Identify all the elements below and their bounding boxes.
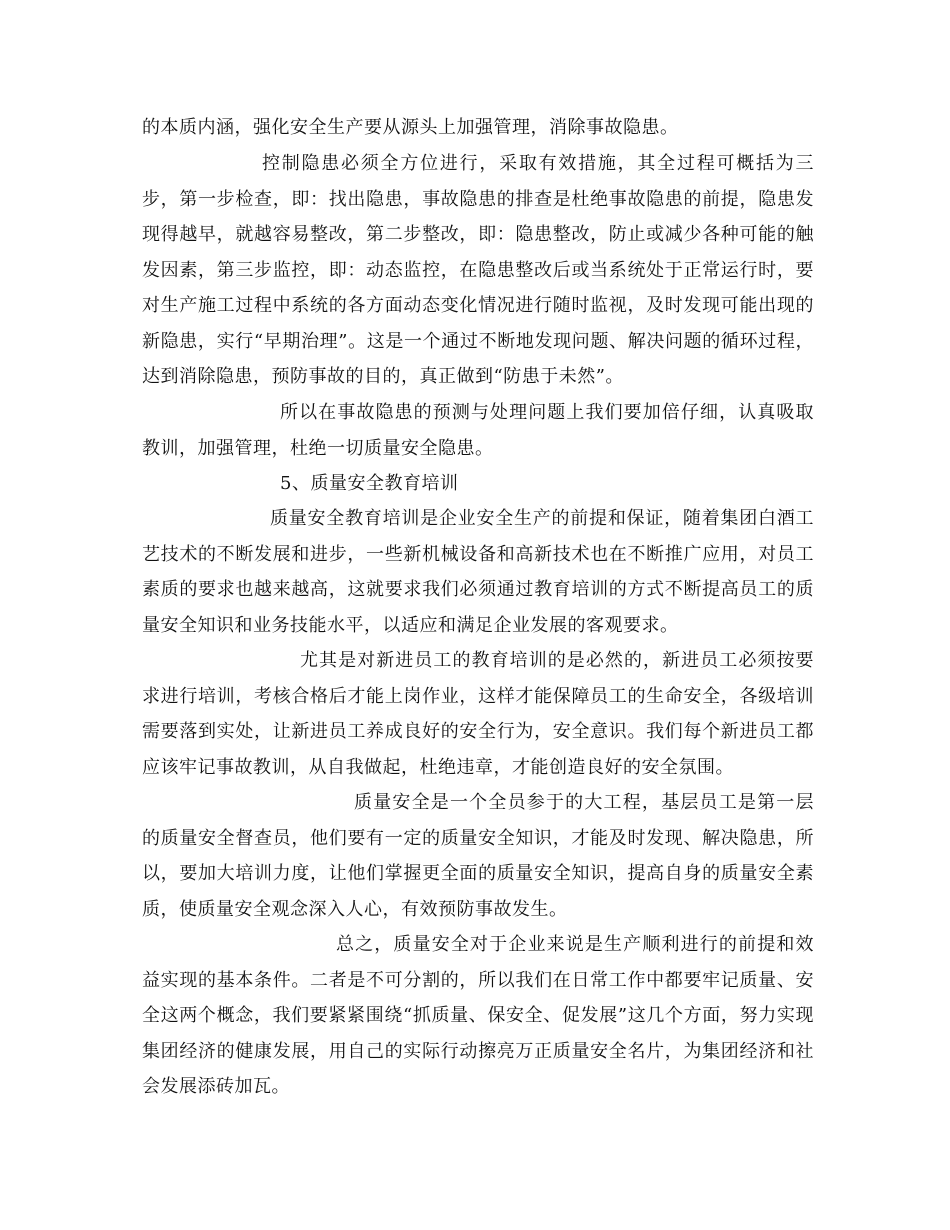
paragraph-hazard-control: 控制隐患必须全方位进行，采取有效措施，其全过程可概括为三步，第一步检查，即：找出隐患，事故隐患的排查是杜绝事故隐患的前提，隐患发现得越早，就越容易整改，第二步整改，即：隐患整改，防止或减少各种可能的触发因素，第三步监控，即：动态监控，在隐患整改后或当系统处于正常运行时，要对生产施工过程中系统的各方面动态变化情况进行随时监视，及时发现可能出现的新隐患，实行“早期治理”。这是一个通过不断地发现问题、解决问题的循环过程，达到消除隐患，预防事故的目的，真正做到“防患于未然”。 (142, 153, 814, 387)
paragraph-all-staff: 质量安全是一个全员参于的大工程，基层员工是第一层的质量安全督查员，他们要有一定的质量安全知识，才能及时发现、解决隐患，所以，要加大培训力度，让他们掌握更全面的质量安全知识，提高自身的质量安全素质，使质量安全观念深入人心，有效预防事故发生。 (142, 792, 814, 920)
paragraph-continuation: 的本质内涵，强化安全生产要从源头上加强管理，消除事故隐患。 (142, 117, 679, 138)
paragraph-new-employees: 尤其是对新进员工的教育培训的是必然的，新进员工必须按要求进行培训，考核合格后才能上岗作业，这样才能保障员工的生命安全，各级培训需要落到实处，让新进员工养成良好的安全行为，安全意识。我们每个新进员工都应该牢记事故教训，从自我做起，杜绝违章，才能创造良好的安全氛围。 (142, 650, 814, 778)
paragraph-summary: 总之，质量安全对于企业来说是生产顺利进行的前提和效益实现的基本条件。二者是不可分割的，所以我们在日常工作中都要牢记质量、安全这两个概念，我们要紧紧围绕“抓质量、保安全、促发展”这几个方面，努力实现集团经济的健康发展，用自己的实际行动擦亮万正质量安全名片，为集团经济和社会发展添砖加瓦。 (142, 934, 814, 1097)
paragraph-training-intro: 质量安全教育培训是企业安全生产的前提和保证，随着集团白酒工艺技术的不断发展和进步，一些新机械设备和高新技术也在不断推广应用，对员工素质的要求也越来越高，这就要求我们必须通过教育培训的方式不断提高员工的质量安全知识和业务技能水平，以适应和满足企业发展的客观要求。 (142, 508, 814, 636)
paragraph-hazard-conclusion: 所以在事故隐患的预测与处理问题上我们要加倍仔细，认真吸取教训，加强管理，杜绝一切质量安全隐患。 (142, 402, 814, 459)
section-heading-training: 5、质量安全教育培训 (280, 473, 459, 494)
